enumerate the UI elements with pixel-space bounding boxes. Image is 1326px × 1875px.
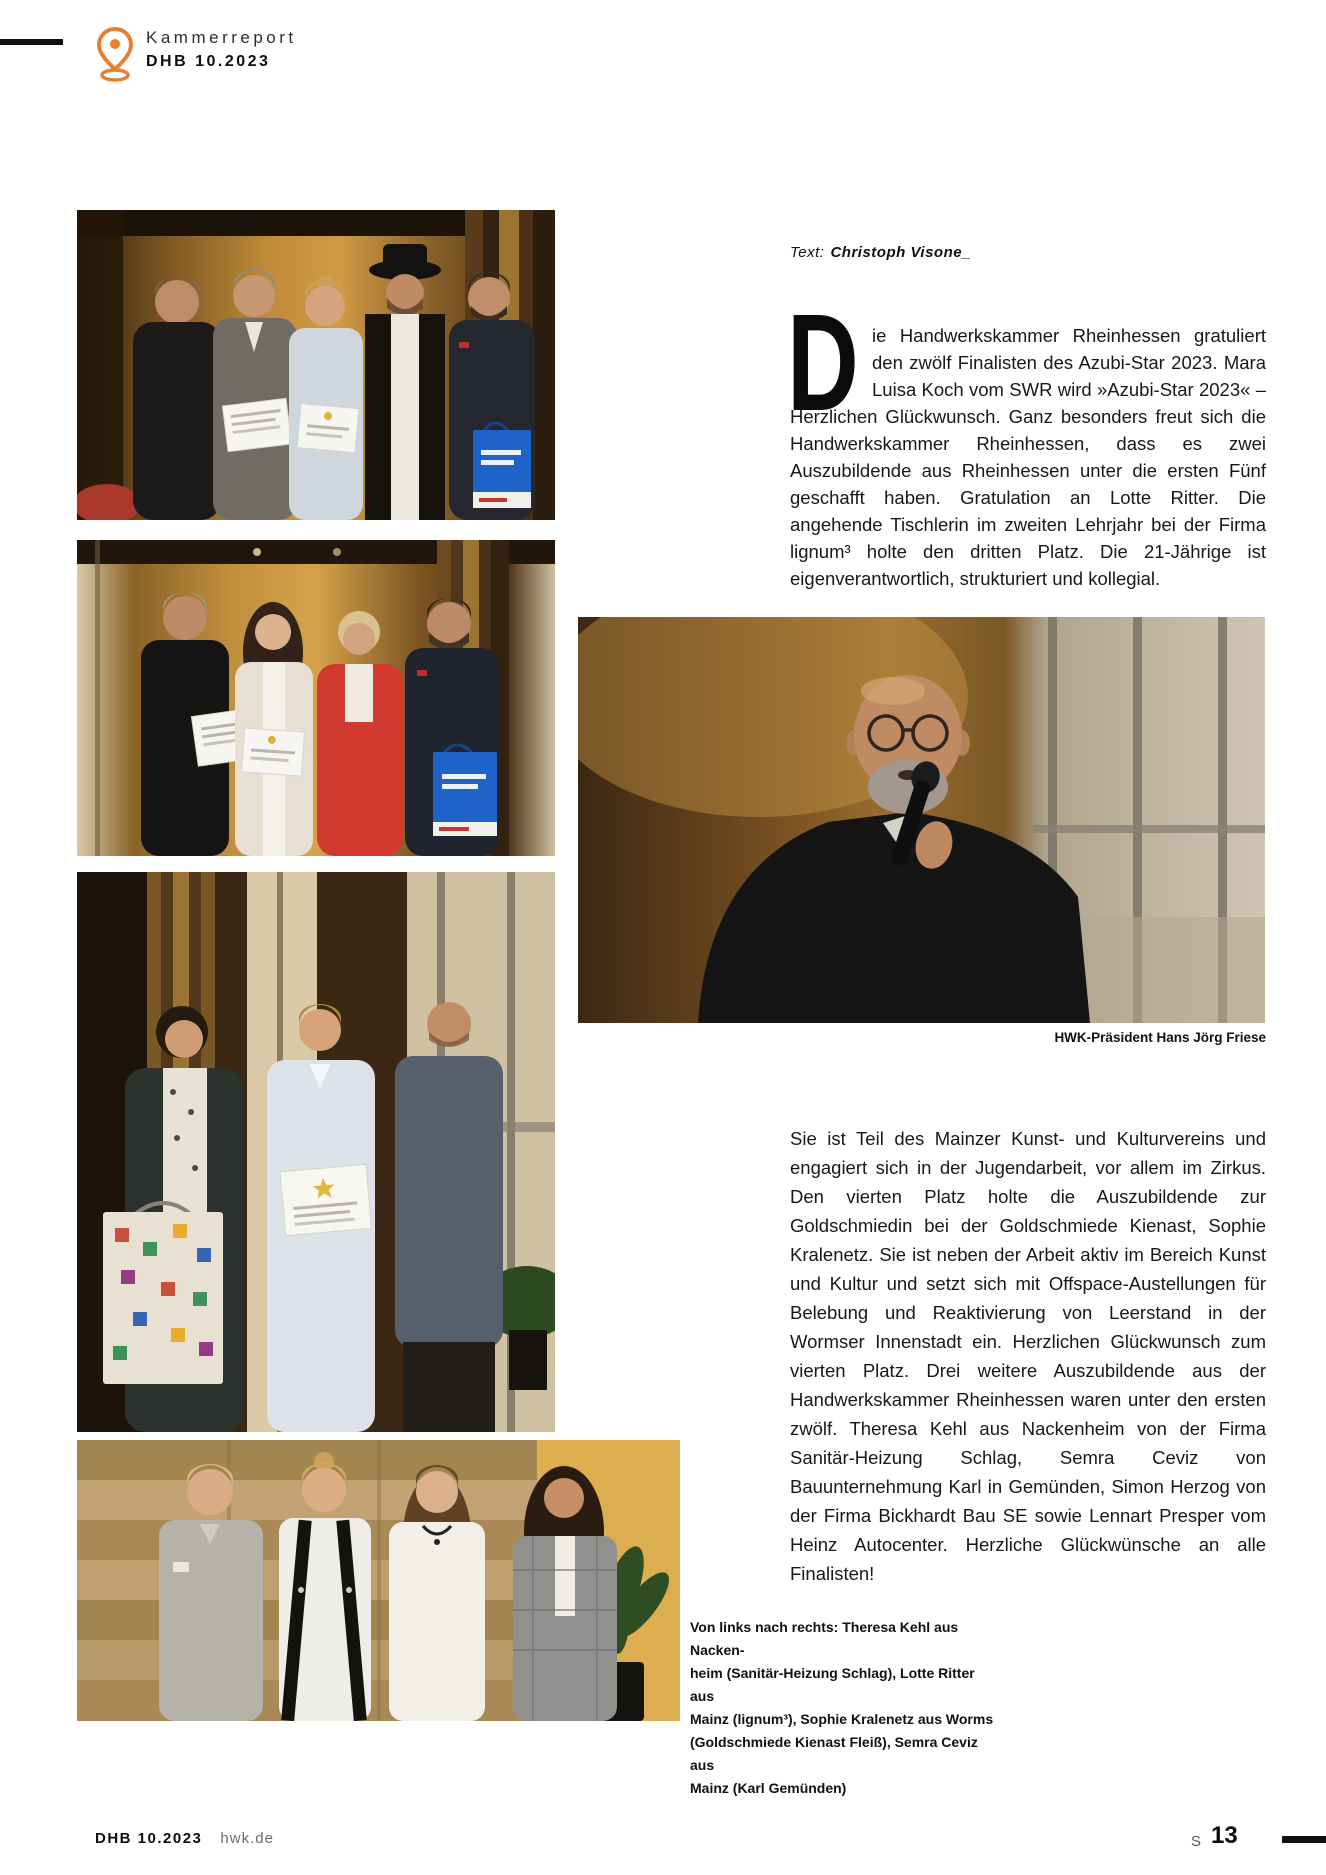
header-issue: DHB 10.2023 — [146, 53, 271, 70]
caption-finalists-line: Mainz (Karl Gemünden) — [690, 1780, 847, 1796]
byline-label: Text: — [790, 244, 825, 261]
header-kicker: Kammerreport — [146, 28, 297, 47]
article-paragraph-2: Sie ist Teil des Mainzer Kunst- und Kulturvereins und engagiert sich in der Jugendarbeit, vor allem im Zirkus. Den vierten Platz holte die Auszubildende zur Goldschmiedin bei der Goldschmiede Kienast, Sophie Kralenetz. Sie ist neben der Arbeit aktiv im Bereich Kunst und Kultur und setzt sich mit Offspace-Austellungen für Belebung und Reaktivierung von Leerstand in der Wormser Innenstadt ein. Herzlichen Glückwunsch zum vierten Platz. Drei weitere Auszubildende aus der Handwerkskammer Rheinhessen waren unter den ersten zwölf. Theresa Kehl aus Nackenheim von der Firma Sanitär-Heizung Schlag, Semra Ceviz von Bauunternehmung Karl in Gemünden, Simon Herzog von der Firma Bickhardt Bau SE sowie Lennart Presper vom Heinz Autocenter. Herzliche Glückwünsche an alle Finalisten! — [790, 1128, 1266, 1584]
map-pin-icon — [93, 25, 137, 83]
caption-finalists — [690, 1616, 1000, 1800]
caption-finalists-line: (Goldschmiede Kienast Fleiß), Semra Ceviz aus — [690, 1734, 978, 1773]
drop-cap: D — [787, 286, 859, 440]
footer-page-number: 13 — [1211, 1822, 1238, 1849]
drop-cap-spacer — [790, 322, 872, 403]
photo-speaker — [578, 617, 1265, 1023]
caption-speaker: HWK-Präsident Hans Jörg Friese — [1054, 1030, 1266, 1045]
byline-author: Christoph Visone_ — [830, 244, 971, 261]
byline — [790, 244, 1266, 261]
photo-award-group-five — [77, 210, 555, 520]
footer-issue: DHB 10.2023 — [95, 1830, 203, 1847]
paragraph-1-text: ie Handwerkskammer Rheinhessen gratuliert den zwölf Finalisten des Azubi-Star 2023. Mara Luisa Koch vom SWR wird »Azubi-Star 2023« – Herzlichen Glückwunsch. Ganz besonders freut sich die Handwerkskammer Rheinhessen, dass es zwei Auszubildende aus Rheinhessen unter die ersten Fünf geschafft haben. Gratulation an Lotte Ritter. Die angehende Tischlerin im zweiten Lehrjahr bei der Firma lignum³ holte den dritten Platz. Die 21-Jährige ist eigenverantwortlich, strukturiert und kollegial. — [790, 325, 1266, 589]
caption-finalists-line: Von links nach rechts: Theresa Kehl aus Nacken- — [690, 1619, 959, 1658]
article-paragraph-1 — [790, 322, 1266, 592]
footer-site: hwk.de — [220, 1830, 274, 1847]
caption-finalists-line: Mainz (lignum³), Sophie Kralenetz aus Worms — [690, 1711, 994, 1727]
header-rule — [0, 39, 63, 45]
footer-left — [95, 1830, 274, 1847]
photo-finalists — [77, 1440, 680, 1721]
caption-finalists-line: heim (Sanitär-Heizung Schlag), Lotte Ritter aus — [690, 1665, 975, 1704]
footer-page-prefix: S — [1191, 1833, 1202, 1850]
photo-award-group-three — [77, 872, 555, 1432]
photo-award-group-four — [77, 540, 555, 856]
footer-rule — [1282, 1836, 1326, 1843]
